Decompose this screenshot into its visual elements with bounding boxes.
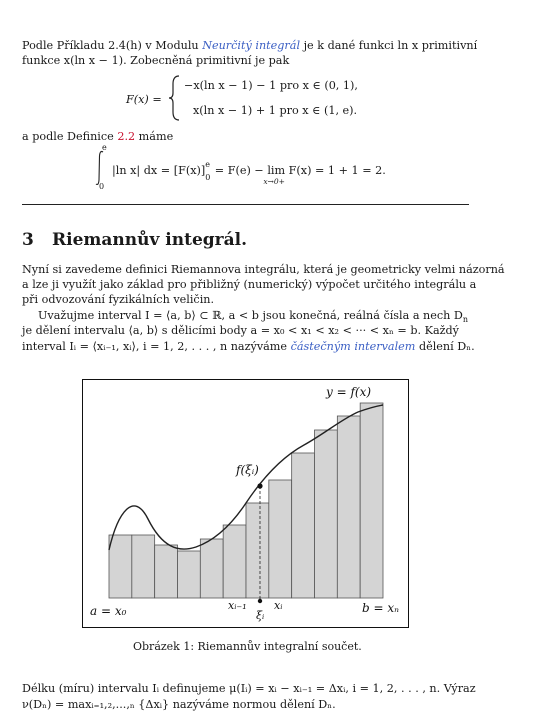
bracket-sub: 0	[205, 173, 211, 182]
riemann-bar	[269, 480, 292, 598]
body-p2-text: Uvažujme interval I = ⟨a, b⟩ ⊂ ℝ, a < b jsou konečná, reálná čísla a nech D	[38, 309, 463, 322]
riemann-bar	[223, 525, 246, 598]
body-p2-line-3	[22, 339, 475, 354]
after-line	[22, 129, 173, 144]
riemann-bar	[360, 403, 383, 598]
body-p1-line-2: a lze ji využít jako základ pro přibližný (numerický) výpočet určitého integrálu a	[22, 278, 477, 291]
body-p2-text-b: dělení Dₙ.	[415, 340, 475, 353]
after-text-b: máme	[135, 130, 174, 143]
curve-label: y = f(x)	[326, 385, 372, 399]
body-p2-line-2: je dělení intervalu ⟨a, b⟩ s dělicími body a = x₀ < x₁ < x₂ < ··· < xₙ = b. Každý	[22, 324, 459, 337]
after-text: a podle Definice	[22, 130, 118, 143]
riemann-sum-figure	[82, 379, 409, 628]
b-label: b = xₙ	[362, 601, 399, 615]
intro-text: Podle Příkladu 2.4(h) v Modulu	[22, 39, 203, 52]
xi-point	[258, 599, 262, 603]
section-divider	[22, 204, 469, 205]
body-p1-line-1: Nyní si zavedeme definici Riemannova integrálu, která je geometricky velmi názorná	[22, 263, 505, 276]
body-p2-text-a: interval Iᵢ = ⟨xᵢ₋₁, xᵢ⟩, i = 1, 2, . . . , n nazýváme	[22, 340, 291, 353]
riemann-bar	[315, 430, 338, 598]
module-link[interactable]: Neurčitý integrál	[202, 39, 301, 52]
case-2: x(ln x − 1) + 1 pro x ∈ (1, e).	[193, 104, 358, 117]
intro-text-b: je k dané funkci ln x primitivní	[300, 39, 478, 52]
riemann-bar	[155, 545, 178, 598]
body-p1-line-3: při odvozování fyzikálních veličin.	[22, 293, 215, 306]
f-xi-point	[257, 483, 262, 488]
integral-lower: 0	[99, 182, 105, 191]
intro-line-1	[22, 38, 477, 53]
integral-end: F(x) = 1 + 1 = 2.	[285, 164, 386, 177]
body-p2-sub: n	[462, 315, 469, 325]
definition-ref-link[interactable]: 2.2	[117, 130, 136, 143]
riemann-bar	[178, 551, 201, 598]
integral-expression	[112, 160, 386, 186]
riemann-bar	[246, 503, 269, 598]
f-xi-label: f(ξᵢ)	[236, 463, 259, 477]
bottom-line-1: Délku (míru) intervalu Iᵢ definujeme μ(Iᵢ) = xᵢ − xᵢ₋₁ = Δxᵢ, i = 1, 2, . . . , n. Výraz	[22, 682, 476, 695]
riemann-bar	[200, 539, 223, 598]
bracket-sup: e	[205, 160, 210, 169]
integral-rest: = F(e) −	[211, 164, 268, 177]
riemann-bar	[132, 535, 155, 598]
xi-point-label: ξᵢ	[256, 609, 265, 622]
integral-sign-icon	[94, 150, 106, 186]
limit-label: lim	[267, 164, 286, 177]
partial-interval-link[interactable]: částečným intervalem	[290, 340, 416, 353]
integral-body: |ln x| dx = [F(x)]	[112, 164, 206, 177]
case-1: −x(ln x − 1) − 1 pro x ∈ (0, 1),	[184, 79, 358, 92]
bottom-line-2: ν(Dₙ) = maxᵢ₌₁,₂,...,ₙ {Δxᵢ} nazýváme normou dělení Dₙ.	[22, 698, 336, 711]
brace-icon	[167, 74, 181, 122]
section-title: Riemannův integrál.	[52, 230, 248, 250]
riemann-bar	[109, 535, 132, 598]
section-number: 3	[22, 230, 34, 250]
figure-caption: Obrázek 1: Riemannův integralní součet.	[133, 640, 362, 653]
riemann-bar	[337, 416, 360, 598]
integral-upper: e	[102, 143, 107, 152]
limit-sub: x→0+	[263, 177, 285, 186]
intro-line-2: funkce x(ln x − 1). Zobecněná primitivní je pak	[22, 54, 290, 67]
riemann-bar	[292, 453, 315, 598]
a-label: a = x₀	[90, 604, 127, 618]
x-i-minus-1-label: xᵢ₋₁	[228, 599, 247, 612]
x-i-label: xᵢ	[274, 599, 283, 612]
piecewise-label: F(x) =	[126, 93, 162, 106]
